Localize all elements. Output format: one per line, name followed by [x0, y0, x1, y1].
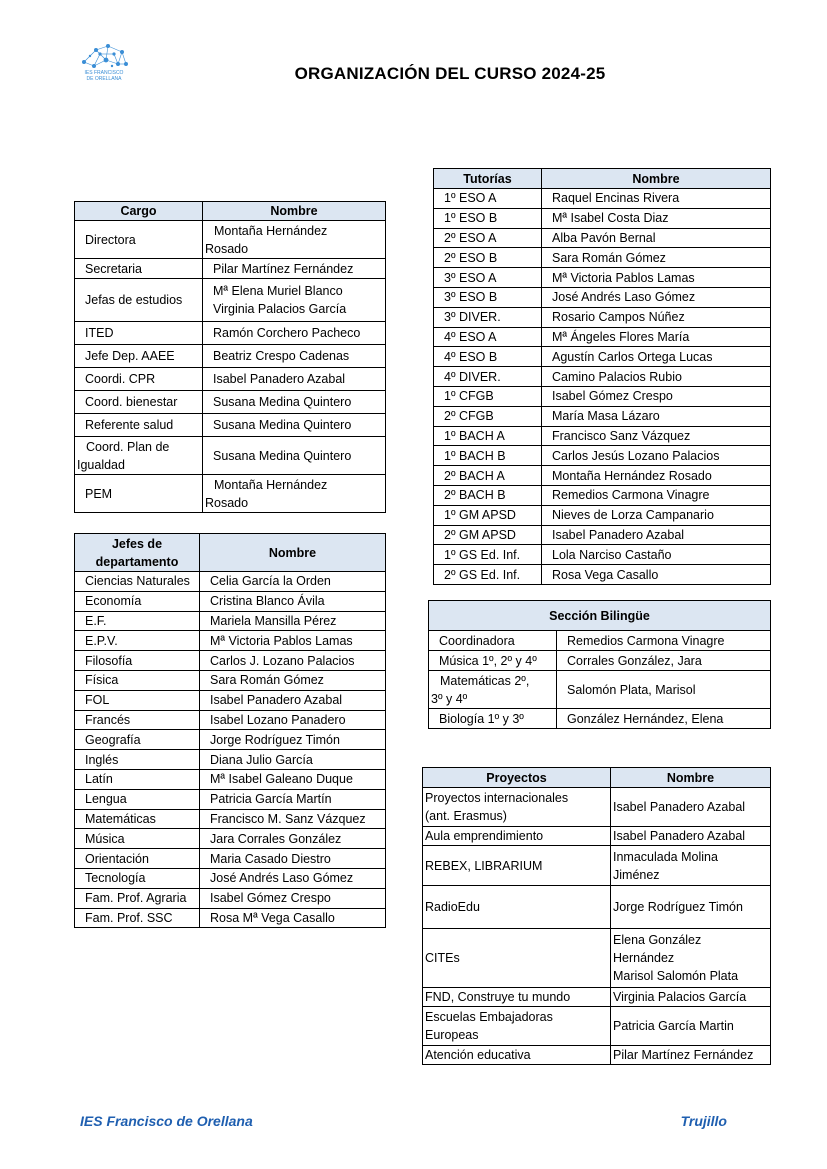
nombre-cell: [203, 475, 386, 513]
proyecto-line: Europeas: [425, 1028, 479, 1042]
column-header: Cargo: [75, 202, 203, 221]
departamento-cell: E.F.: [75, 611, 200, 631]
table-row: [434, 485, 771, 505]
nombre-cell: [611, 846, 771, 886]
grupo-cell: 2º GM APSD: [434, 525, 542, 545]
nombre-cell: Mª Ángeles Flores María: [542, 327, 771, 347]
area-cell: Biología 1º y 3º: [429, 709, 557, 729]
nombre-cell: Corrales González, Jara: [557, 651, 771, 671]
nombre-cell: [203, 279, 386, 322]
column-header: Nombre: [542, 169, 771, 189]
grupo-cell: 1º BACH B: [434, 446, 542, 466]
table-row: [429, 671, 771, 709]
column-header: Nombre: [200, 534, 386, 572]
table-row: [75, 670, 386, 690]
nombre-cell: Raquel Encinas Rivera: [542, 189, 771, 209]
table-row: [434, 525, 771, 545]
table-row: [434, 268, 771, 288]
proyecto-line: Proyectos internacionales: [425, 791, 569, 805]
table-header-row: [434, 169, 771, 189]
nombre-cell: Sara Román Gómez: [200, 670, 386, 690]
nombre-cell: Patricia García Martín: [200, 789, 386, 809]
grupo-cell: 2º BACH A: [434, 466, 542, 486]
nombre-cell: Mª Isabel Galeano Duque: [200, 769, 386, 789]
nombre-cell: Isabel Panadero Azabal: [611, 788, 771, 827]
tutorias-table: [433, 168, 771, 585]
grupo-cell: 4º ESO A: [434, 327, 542, 347]
table-row: [434, 505, 771, 525]
departamento-cell: Francés: [75, 710, 200, 730]
proyecto-cell: FND, Construye tu mundo: [423, 988, 611, 1007]
grupo-cell: 2º GS Ed. Inf.: [434, 565, 542, 585]
cargo-cell: Jefe Dep. AAEE: [75, 345, 203, 368]
proyecto-line: (ant. Erasmus): [425, 809, 507, 823]
nombre-line: Marisol Salomón Plata: [613, 969, 739, 983]
table-row: [434, 406, 771, 426]
table-row: [434, 287, 771, 307]
table-row: [75, 345, 386, 368]
footer-town: Trujillo: [680, 1113, 727, 1129]
nombre-line: Virginia Palacios García: [213, 302, 347, 316]
nombre-cell: Isabel Panadero Azabal: [542, 525, 771, 545]
departamento-cell: FOL: [75, 690, 200, 710]
table-row: [434, 446, 771, 466]
nombre-cell: Isabel Gómez Crespo: [200, 888, 386, 908]
grupo-cell: 2º ESO B: [434, 248, 542, 268]
nombre-cell: Isabel Panadero Azabal: [611, 827, 771, 846]
nombre-line: Rosado: [205, 495, 249, 510]
nombre-cell: Isabel Panadero Azabal: [203, 368, 386, 391]
nombre-cell: Carlos J. Lozano Palacios: [200, 651, 386, 671]
departamento-cell: Ciencias Naturales: [75, 572, 200, 592]
table-row: [75, 750, 386, 770]
table-row: [75, 809, 386, 829]
footer-school-name: IES Francisco de Orellana: [80, 1113, 253, 1129]
cargo-cell: [75, 437, 203, 475]
table-row: [429, 709, 771, 729]
table-row: [75, 651, 386, 671]
cargo-line: Coord. Plan de: [86, 439, 170, 454]
grupo-cell: 1º ESO A: [434, 189, 542, 209]
logo-caption-line-1: IES FRANCISCO: [84, 70, 124, 76]
nombre-cell: Jara Corrales González: [200, 829, 386, 849]
nombre-cell: Rosa Mª Vega Casallo: [200, 908, 386, 928]
grupo-cell: 3º ESO A: [434, 268, 542, 288]
nombre-cell: Jorge Rodríguez Timón: [611, 886, 771, 929]
grupo-cell: 1º ESO B: [434, 208, 542, 228]
table-row: [75, 829, 386, 849]
nombre-cell: María Masa Lázaro: [542, 406, 771, 426]
logo-caption: [76, 70, 132, 82]
departamento-cell: Fam. Prof. SSC: [75, 908, 200, 928]
nombre-cell: Virginia Palacios García: [611, 988, 771, 1007]
grupo-cell: 2º BACH B: [434, 485, 542, 505]
table-row: [434, 545, 771, 565]
column-header: Proyectos: [423, 768, 611, 788]
area-cell: [429, 671, 557, 709]
table-row: [75, 849, 386, 869]
header-line: departamento: [95, 554, 179, 569]
nombre-line: Hernández: [613, 951, 675, 965]
table-row: [75, 888, 386, 908]
grupo-cell: 1º GS Ed. Inf.: [434, 545, 542, 565]
nombre-cell: Isabel Lozano Panadero: [200, 710, 386, 730]
nombre-line: Inmaculada Molina: [613, 849, 718, 864]
nombre-cell: Jorge Rodríguez Timón: [200, 730, 386, 750]
table-row: [75, 710, 386, 730]
nombre-cell: Susana Medina Quintero: [203, 391, 386, 414]
grupo-cell: 1º CFGB: [434, 386, 542, 406]
table-row: [434, 367, 771, 387]
table-row: [75, 631, 386, 651]
departamento-cell: Física: [75, 670, 200, 690]
nombre-line: Elena González: [613, 933, 702, 947]
grupo-cell: 1º GM APSD: [434, 505, 542, 525]
seccion-bilingue-table: [428, 600, 771, 729]
area-cell: Coordinadora: [429, 631, 557, 651]
table-row: [434, 386, 771, 406]
nombre-cell: Francisco M. Sanz Vázquez: [200, 809, 386, 829]
cargo-cell: ITED: [75, 322, 203, 345]
table-row: [75, 437, 386, 475]
cargo-line: Igualdad: [77, 457, 125, 472]
table-row: [434, 426, 771, 446]
table-row: [423, 1007, 771, 1046]
nombre-cell: González Hernández, Elena: [557, 709, 771, 729]
table-row: [75, 414, 386, 437]
proyecto-cell: [423, 788, 611, 827]
nombre-line: Mª Elena Muriel Blanco: [213, 284, 343, 298]
departamento-cell: Filosofía: [75, 651, 200, 671]
nombre-cell: Nieves de Lorza Campanario: [542, 505, 771, 525]
proyecto-cell: CITEs: [423, 929, 611, 988]
nombre-cell: Lola Narciso Castaño: [542, 545, 771, 565]
nombre-cell: Isabel Gómez Crespo: [542, 386, 771, 406]
grupo-cell: 3º ESO B: [434, 287, 542, 307]
nombre-cell: Susana Medina Quintero: [203, 437, 386, 475]
table-row: [75, 769, 386, 789]
nombre-line: Montaña Hernández: [214, 477, 328, 492]
nombre-cell: Pilar Martínez Fernández: [203, 259, 386, 279]
nombre-cell: Rosa Vega Casallo: [542, 565, 771, 585]
table-row: [423, 886, 771, 929]
proyecto-line: Escuelas Embajadoras: [425, 1010, 553, 1024]
table-row: [434, 228, 771, 248]
table-row: [75, 690, 386, 710]
table-row: [75, 322, 386, 345]
table-row: [423, 827, 771, 846]
nombre-cell: Susana Medina Quintero: [203, 414, 386, 437]
table-row: [75, 868, 386, 888]
departamento-cell: Economía: [75, 591, 200, 611]
nombre-cell: Remedios Carmona Vinagre: [557, 631, 771, 651]
cargo-table: [74, 201, 386, 513]
cargo-cell: Coordi. CPR: [75, 368, 203, 391]
grupo-cell: 1º BACH A: [434, 426, 542, 446]
nombre-cell: Mª Isabel Costa Diaz: [542, 208, 771, 228]
table-header-row: [429, 601, 771, 631]
nombre-cell: Sara Román Gómez: [542, 248, 771, 268]
table-header-row: [75, 534, 386, 572]
area-cell: Música 1º, 2º y 4º: [429, 651, 557, 671]
cargo-cell: Directora: [75, 221, 203, 259]
nombre-cell: Maria Casado Diestro: [200, 849, 386, 869]
jefes-body: [75, 572, 386, 928]
nombre-cell: Agustín Carlos Ortega Lucas: [542, 347, 771, 367]
nombre-cell: Remedios Carmona Vinagre: [542, 485, 771, 505]
nombre-cell: [203, 221, 386, 259]
table-row: [75, 259, 386, 279]
table-row: [75, 908, 386, 928]
table-row: [429, 651, 771, 671]
nombre-cell: José Andrés Laso Gómez: [200, 868, 386, 888]
proyecto-cell: Aula emprendimiento: [423, 827, 611, 846]
table-row: [434, 466, 771, 486]
table-row: [434, 208, 771, 228]
nombre-line: Jiménez: [613, 867, 660, 882]
nombre-cell: Ramón Corchero Pacheco: [203, 322, 386, 345]
table-row: [75, 611, 386, 631]
table-row: [434, 565, 771, 585]
proyecto-cell: Atención educativa: [423, 1046, 611, 1065]
table-row: [75, 730, 386, 750]
nombre-cell: Salomón Plata, Marisol: [557, 671, 771, 709]
nombre-cell: Pilar Martínez Fernández: [611, 1046, 771, 1065]
nombre-line: Montaña Hernández: [214, 223, 328, 238]
table-row: [423, 988, 771, 1007]
table-row: [75, 368, 386, 391]
proyecto-cell: REBEX, LIBRARIUM: [423, 846, 611, 886]
nombre-cell: Rosario Campos Núñez: [542, 307, 771, 327]
nombre-cell: Isabel Panadero Azabal: [200, 690, 386, 710]
grupo-cell: 2º ESO A: [434, 228, 542, 248]
column-header: [75, 534, 200, 572]
nombre-cell: Celia García la Orden: [200, 572, 386, 592]
nombre-cell: Mª Victoria Pablos Lamas: [200, 631, 386, 651]
departamento-cell: Fam. Prof. Agraria: [75, 888, 200, 908]
table-row: [75, 591, 386, 611]
table-row: [75, 572, 386, 592]
logo-caption-line-2: DE ORELLANA: [86, 76, 122, 82]
nombre-cell: Francisco Sanz Vázquez: [542, 426, 771, 446]
table-row: [423, 1046, 771, 1065]
table-row: [434, 347, 771, 367]
table-row: [423, 929, 771, 988]
tutorias-body: [434, 189, 771, 585]
table-row: [429, 631, 771, 651]
departamento-cell: Tecnología: [75, 868, 200, 888]
area-line: 3º y 4º: [431, 691, 468, 706]
table-row: [423, 788, 771, 827]
proyecto-cell: [423, 1007, 611, 1046]
table-header-row: [423, 768, 771, 788]
nombre-cell: Carlos Jesús Lozano Palacios: [542, 446, 771, 466]
departamento-cell: Música: [75, 829, 200, 849]
table-row: [75, 475, 386, 513]
nombre-cell: Diana Julio García: [200, 750, 386, 770]
table-row: [423, 846, 771, 886]
cargo-cell: Secretaria: [75, 259, 203, 279]
grupo-cell: 4º DIVER.: [434, 367, 542, 387]
area-line: Matemáticas 2º,: [440, 673, 530, 688]
nombre-cell: Cristina Blanco Ávila: [200, 591, 386, 611]
cargo-cell: Coord. bienestar: [75, 391, 203, 414]
nombre-cell: Alba Pavón Bernal: [542, 228, 771, 248]
nombre-cell: Camino Palacios Rubio: [542, 367, 771, 387]
departamento-cell: Orientación: [75, 849, 200, 869]
nombre-cell: José Andrés Laso Gómez: [542, 287, 771, 307]
departamento-cell: Lengua: [75, 789, 200, 809]
grupo-cell: 4º ESO B: [434, 347, 542, 367]
table-row: [434, 307, 771, 327]
grupo-cell: 3º DIVER.: [434, 307, 542, 327]
table-row: [434, 327, 771, 347]
departamento-cell: Inglés: [75, 750, 200, 770]
table-row: [434, 248, 771, 268]
cargo-cell: PEM: [75, 475, 203, 513]
table-row: [75, 789, 386, 809]
nombre-line: Rosado: [205, 241, 249, 256]
column-header: Nombre: [203, 202, 386, 221]
table-row: [75, 279, 386, 322]
departamento-cell: Geografía: [75, 730, 200, 750]
jefes-departamento-table: [74, 533, 386, 928]
nombre-cell: Mª Victoria Pablos Lamas: [542, 268, 771, 288]
cargo-cell: Referente salud: [75, 414, 203, 437]
column-header: Nombre: [611, 768, 771, 788]
table-row: [434, 189, 771, 209]
cargo-cell: Jefas de estudios: [75, 279, 203, 322]
departamento-cell: Latín: [75, 769, 200, 789]
table-row: [75, 221, 386, 259]
nombre-cell: Patricia García Martin: [611, 1007, 771, 1046]
proyecto-cell: RadioEdu: [423, 886, 611, 929]
proyectos-table: [422, 767, 771, 1065]
departamento-cell: E.P.V.: [75, 631, 200, 651]
departamento-cell: Matemáticas: [75, 809, 200, 829]
grupo-cell: 2º CFGB: [434, 406, 542, 426]
table-row: [75, 391, 386, 414]
nombre-cell: Montaña Hernández Rosado: [542, 466, 771, 486]
section-header: Sección Bilingüe: [429, 601, 771, 631]
header-line: Jefes de: [111, 536, 163, 551]
page-title: ORGANIZACIÓN DEL CURSO 2024-25: [294, 64, 606, 83]
column-header: Tutorías: [434, 169, 542, 189]
nombre-cell: [611, 929, 771, 988]
table-header-row: [75, 202, 386, 221]
nombre-cell: Beatriz Crespo Cadenas: [203, 345, 386, 368]
nombre-cell: Mariela Mansilla Pérez: [200, 611, 386, 631]
